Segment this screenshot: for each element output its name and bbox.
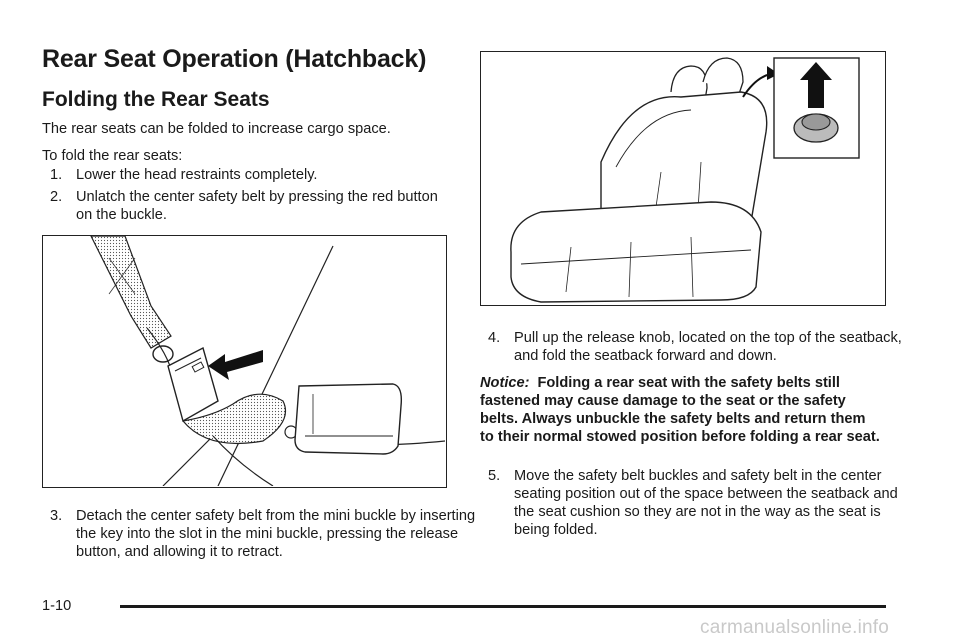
step-5: 5. Move the safety belt buckles and safety belt in the center seating position out of the space between the seatback and the seat cushion so they are not in the way as the seat is being folded. <box>488 468 898 538</box>
intro-text: The rear seats can be folded to increase cargo space. <box>42 121 391 137</box>
section-title: Folding the Rear Seats <box>42 88 270 111</box>
page-title: Rear Seat Operation (Hatchback) <box>42 45 427 73</box>
watermark: carmanualsonline.info <box>700 617 890 638</box>
lead-text: To fold the rear seats: <box>42 148 183 164</box>
seat-illustration <box>480 51 886 306</box>
seat-drawing <box>481 52 884 304</box>
notice-block <box>480 374 880 446</box>
page-number: 1-10 <box>42 598 72 614</box>
step-2: 2. Unlatch the center safety belt by pressing the red button on the buckle. <box>50 189 438 223</box>
step-1: 1. Lower the head restraints completely. <box>50 167 318 183</box>
notice-label: Notice: <box>480 375 530 391</box>
footer-rule <box>120 605 886 608</box>
step-3: 3. Detach the center safety belt from the mini buckle by inserting the key into the slot in the mini buckle, pressing the release button, and allowing it to retract. <box>50 508 476 560</box>
buckle-drawing <box>43 236 445 486</box>
step-4: 4. Pull up the release knob, located on the top of the seatback, and fold the seatback forward and down. <box>488 330 902 364</box>
notice-text: Folding a rear seat with the safety belts still fastened may cause damage to the seat or the safety belts. Always unbuckle the safety belts and return them to their normal stowed position before folding a rear seat. <box>480 375 880 445</box>
buckle-illustration <box>42 235 447 488</box>
